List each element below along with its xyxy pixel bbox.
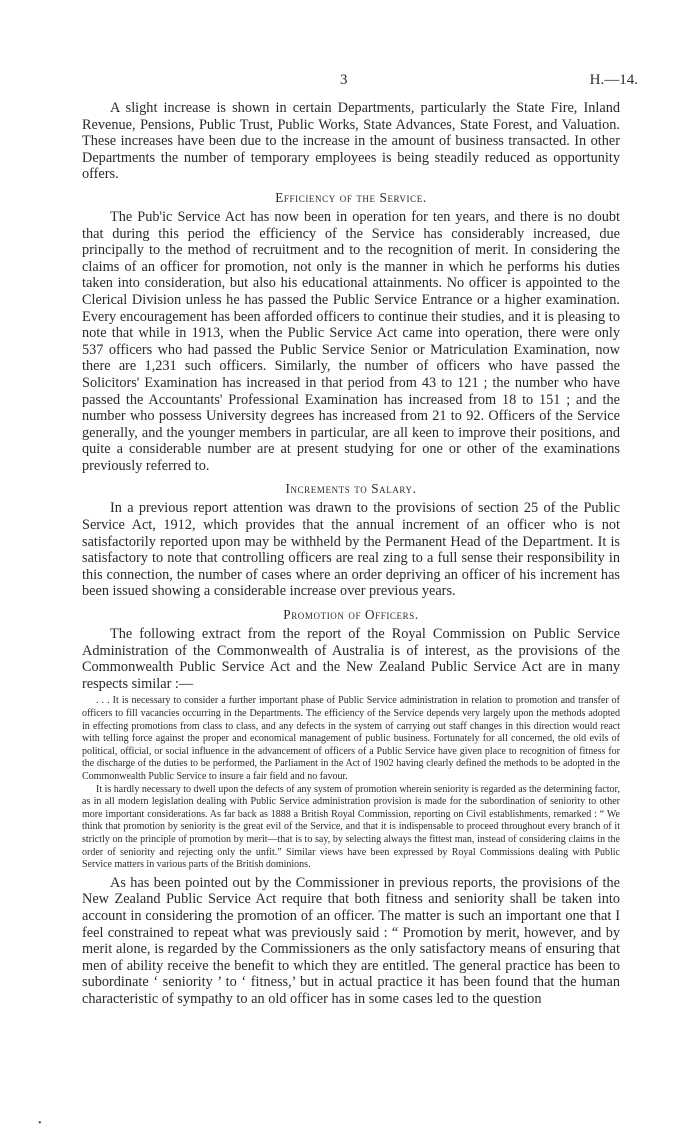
royal-commission-quote <box>82 695 620 871</box>
paragraph-departments-increase: A slight increase is shown in certain Departments, particularly the State Fire, Inland Revenue, Pensions, Public Trust, Public Works, State Advances, State Forest, and Valuation. These increases have been due to the increase in the amount of business transacted. In other Departments the number of temporary employees is being steadily reduced as opportunity offers. <box>82 100 620 183</box>
page-number: 3 <box>340 72 348 88</box>
heading-increments: Increments to Salary. <box>285 481 417 497</box>
paragraph-increments: In a previous report attention was drawn to the provisions of section 25 of the Public Service Act, 1912, which provides that the annual increment of an officer who is not satisfactorily reported upon may be withheld by the Permanent Head of the Department. It is satisfactory to note that controlling officers are real zing to a full sense their responsibility in this connection, the number of cases where an order depriving an officer of his increment has been issued showing a considerable increase over previous years. <box>82 500 620 600</box>
margin-mark: • <box>38 1118 42 1129</box>
paragraph-promotion-intro: The following extract from the report of the Royal Commission on Public Service Administration of the Commonwealth of Australia is of interest, as the provisions of the Commonwealth Public Service Act and the New Zealand Public Service Act are in many respects similar :— <box>82 626 620 692</box>
quote-paragraph-2: It is hardly necessary to dwell upon the defects of any system of promotion wherein seniority is regarded as the determining factor, as in all modern legislation dealing with Public Service administration provision is made for the subordination of seniority to other more important considerations. As far back as 1888 a British Royal Commission, reporting on Civil establishments, remarked : “ We think that promotion by seniority is the great evil of the Service, and that it is indispensable to proceed throughout every branch of it strictly on the principle of promotion by merit—that is to say, by selecting always the fittest man, instead of considering claims in the order of seniority and rejecting only the unfit.” Similar views have been expressed by Royal Commissions dealing with Public Service matters in various parts of the British dominions. <box>82 783 620 871</box>
paragraph-closing: As has been pointed out by the Commissioner in previous reports, the provisions of the New Zealand Public Service Act require that both fitness and seniority shall be taken into account in considering the promotion of an officer. The matter is such an important one that I feel constrained to repeat what was previously said : “ Promotion by merit, however, and by merit alone, is regarded by the Commissioners as the only satisfactory means of ensuring that men of ability receive the benefit to which they are entitled. The general practice has been to subordinate ‘ seniority ’ to ‘ fitness,’ but in actual practice it has been found that the human characteristic of sympathy to an old officer has in some cases led to the question <box>82 874 620 1007</box>
document-body <box>82 100 620 1007</box>
document-reference: H.—14. <box>589 72 638 88</box>
quote-paragraph-1: . . . It is necessary to consider a further important phase of Public Service administration in relation to promotion and transfer of officers to fill vacancies occurring in the Departments. The efficiency of the Service depends very largely upon the methods adopted in effecting promotions from class to class, and any defects in the system of carrying out staff changes in this direction would react with telling force against the proper and economical management of public business. Fortunately for all concerned, the old evils of political, official, or social influence in the advancement of officers of a Public Service have given place to recognition of fitness for the discharge of the duties to be performed, the Parliament in the Act of 1902 having clearly defined the methods to be adopted in the Commonwealth Public Service to insure a fair field and no favour. <box>82 695 620 782</box>
paragraph-efficiency: The Pub'ic Service Act has now been in operation for ten years, and there is no doubt that during this period the efficiency of the Service has considerably increased, due principally to the method of recruitment and to the recognition of merit. In considering the claims of an officer for promotion, not only is the manner in which he performs his duties taken into consideration, but also his educational attainments. No officer is appointed to the Clerical Division unless he has passed the Public Service Entrance or a higher examination. Every encouragement has been afforded officers to continue their studies, and it is pleasing to note that while in 1913, when the Public Service Act came into operation, there were only 537 officers who had passed the Public Service Senior or Matriculation Examination, now there are 1,231 such officers. Similarly, the number of officers who have passed the Solicitors' Examination has increased in that period from 43 to 121 ; the number who have passed the Accountants' Professional Examination has increased from 18 to 151 ; and the number who possess University degrees has increased from 21 to 92. Officers of the Service generally, and the younger members in particular, are all keen to improve their positions, and quite a considerable number are at present studying for one or other of the examinations previously referred to. <box>82 208 620 474</box>
heading-promotion: Promotion of Officers. <box>283 607 419 623</box>
heading-efficiency: Efficiency of the Service. <box>275 189 427 205</box>
